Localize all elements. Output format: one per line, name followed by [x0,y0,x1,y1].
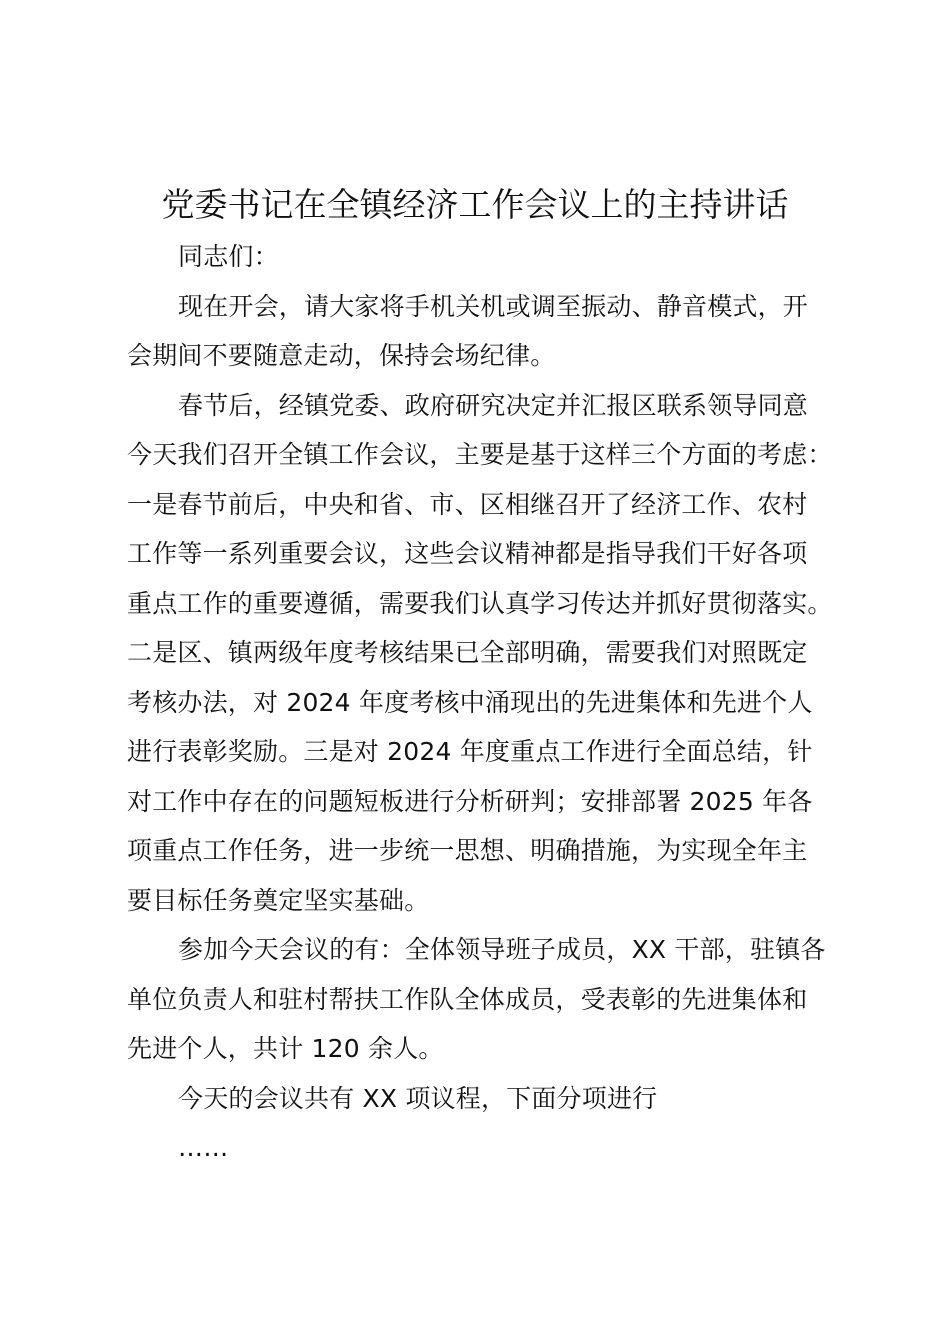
text-line: 一是春节前后，中央和省、市、区相继召开了经济工作、农村 [127,489,808,519]
text-line: …… [178,1133,229,1162]
paragraph-ellipsis [127,1123,837,1173]
text-line: 二是区、镇两级年度考核结果已全部明确，需要我们对照既定 [127,638,808,667]
text-line: 进行表彰奖励。三是对 2024 年度重点工作进行全面总结，针 [127,737,813,766]
text-line: 考核办法，对 2024 年度考核中涌现出的先进集体和先进个人 [127,687,813,717]
paragraph-salutation [127,232,837,282]
text-line: 同志们： [178,242,279,271]
paragraph-opening [127,282,837,381]
text-line: 重点工作的重要遵循，需要我们认真学习传达并抓好贯彻落实。 [127,588,833,618]
text-line: 对工作中存在的问题短板进行分析研判；安排部署 2025 年各 [127,786,813,816]
text-line: 春节后，经镇党委、政府研究决定并汇报区联系领导同意 [178,390,809,420]
text-line: 工作等一系列重要会议，这些会议精神都是指导我们干好各项 [127,539,808,568]
text-line: 今天我们召开全镇工作会议，主要是基于这样三个方面的考虑： [127,440,833,469]
text-line: 现在开会，请大家将手机关机或调至振动、静音模式，开 [178,291,809,321]
text-line: 项重点工作任务，进一步统一思想、明确措施，为实现全年主 [127,836,808,865]
text-line: 参加今天会议的有：全体领导班子成员，XX 干部，驻镇各 [178,935,826,964]
document-body [127,232,837,1173]
text-line: 先进个人，共计 120 余人。 [127,1034,444,1063]
paragraph-agenda [127,1074,837,1124]
document-title: 党委书记在全镇经济工作会议上的主持讲话 [161,185,789,224]
paragraph-attendees [127,925,837,1074]
text-line: 今天的会议共有 XX 项议程，下面分项进行 [178,1083,658,1113]
text-line: 单位负责人和驻村帮扶工作队全体成员，受表彰的先进集体和 [127,984,808,1014]
paragraph-background [127,381,837,926]
text-line: 会期间不要随意走动，保持会场纪律。 [127,341,556,370]
text-line: 要目标任务奠定坚实基础。 [127,885,430,915]
